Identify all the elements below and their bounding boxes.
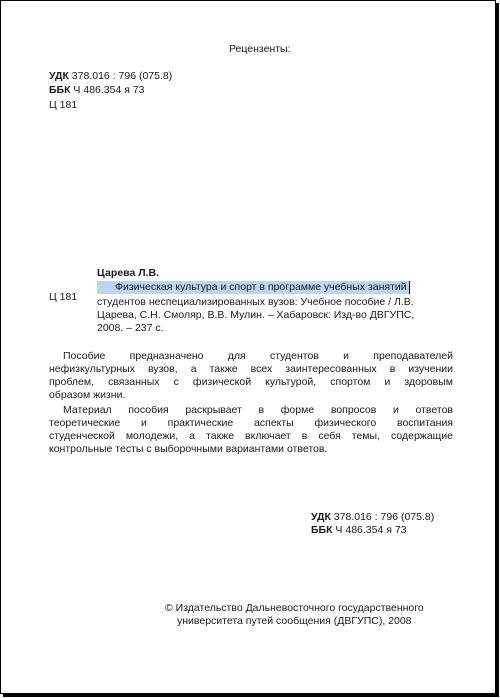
copyright-line: © Издательство Дальневосточного государственного [165,602,424,614]
bbk-label: ББК [49,84,71,96]
bibliographic-line: 2008. – 237 с. [97,322,164,334]
udk-value: 378.016 : 796 (075.8) [68,70,173,82]
reviewers-heading: Рецензенты: [229,43,291,55]
udk-label: УДК [49,70,69,82]
bbk-value: Ч 486.354 я 73 [332,524,407,536]
udk-code-top [49,70,172,83]
abstract-line: образом жизни. [49,389,126,401]
udk-code-bottom [311,511,434,524]
abstract-line: теоретические и практические аспекты физического воспитания [49,417,453,429]
bbk-code-bottom [311,524,407,537]
abstract-line: проблем, связанных с физической культурой, спортом и здоровым [49,376,453,388]
abstract-line: студенческой молодежи, а также включает в себя темы, содержащие [49,430,453,442]
selected-title-text[interactable]: Физическая культура и спорт в программе учебных занятий [97,281,410,294]
abstract-paragraph-2 [49,404,453,456]
copyright-line: университета путей сообщения (ДВГУПС), 2008 [177,615,412,627]
udk-label: УДК [311,511,331,523]
bbk-value: Ч 486.354 я 73 [70,84,145,96]
bibliographic-line: Царева, С.Н. Смоляр, В.В. Мулин. – Хабаровск: Изд-во ДВГУПС, [97,309,415,321]
author-name: Царева Л.В. [97,267,160,279]
author-cipher-top: Ц 181 [49,99,78,111]
abstract-line: Материал пособия раскрывает в форме вопросов и ответов [63,404,453,416]
abstract-paragraph-1 [49,350,453,402]
bbk-label: ББК [311,524,333,536]
abstract-line: Пособие предназначено для студентов и преподавателей [63,350,453,362]
abstract-line: нефизкультурных вузов, а также всех заинтересованных в изучении [49,363,453,375]
udk-value: 378.016 : 796 (075.8) [330,511,435,523]
abstract-line: контрольные тесты с выборочными вариантами ответов. [49,443,328,455]
bbk-code-top [49,84,145,97]
bibliographic-line: студентов неспециализированных вузов: Учебное пособие / Л.В. [97,296,414,308]
author-cipher: Ц 181 [49,291,78,303]
